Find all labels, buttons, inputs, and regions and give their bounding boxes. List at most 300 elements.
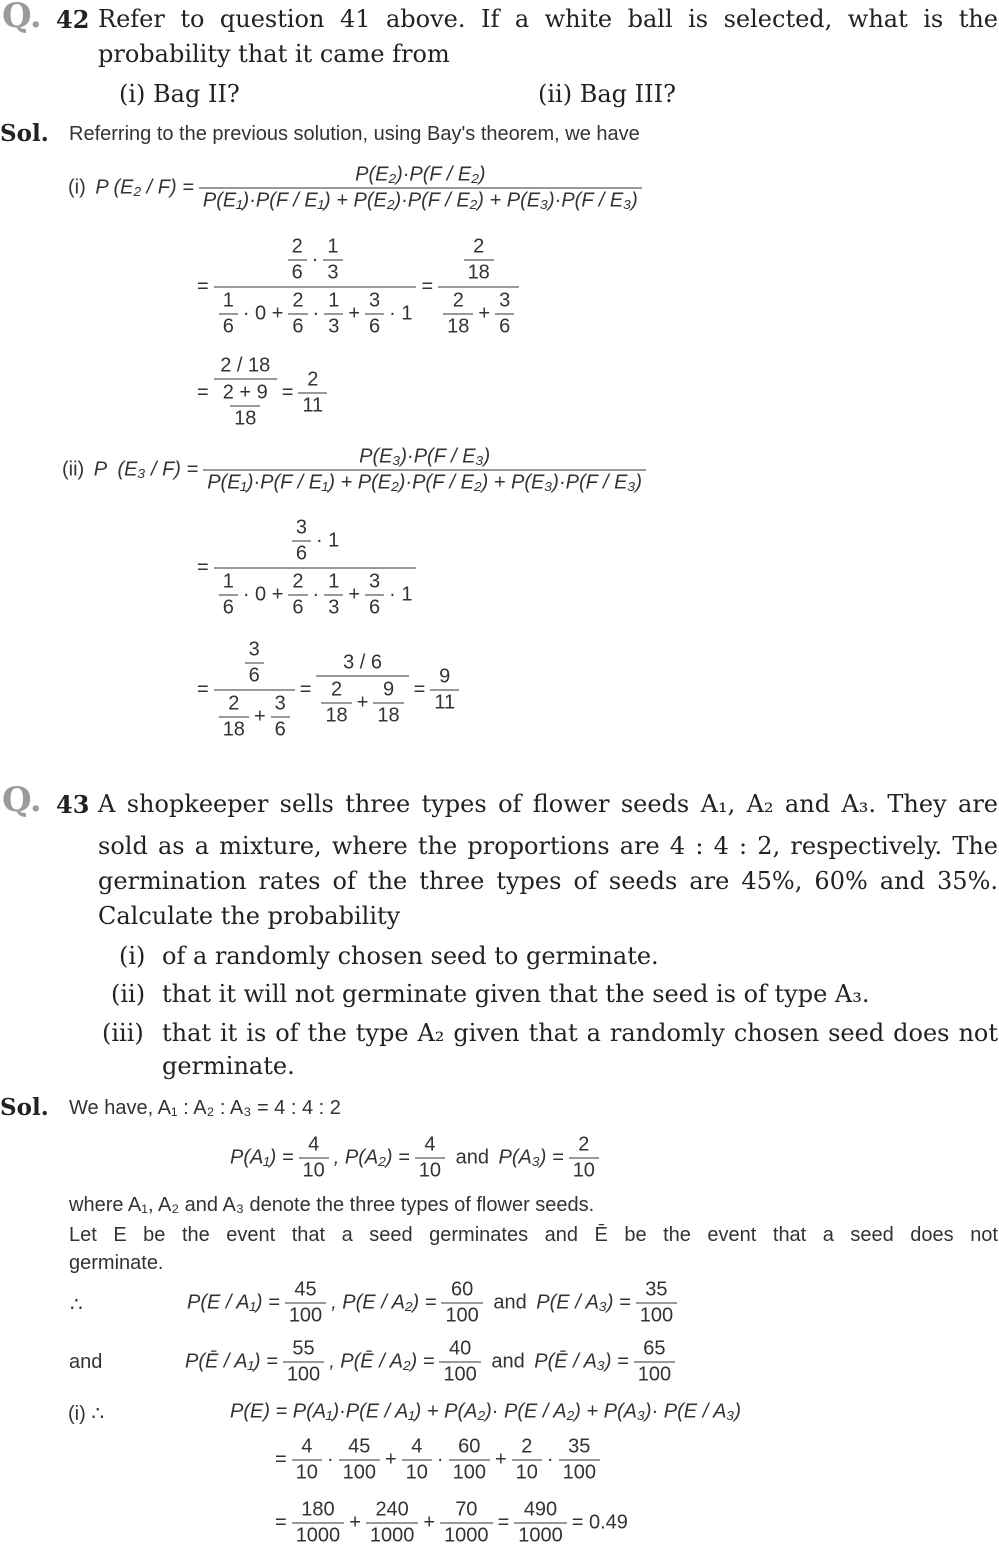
fraction bbox=[430, 665, 459, 716]
math-text: 4 bbox=[301, 1435, 313, 1458]
denominator bbox=[283, 1362, 324, 1388]
numerator bbox=[355, 445, 494, 470]
math-text: 3 bbox=[295, 516, 307, 539]
math-text: 1000 bbox=[295, 1524, 341, 1547]
math-text: P(E₂)·P(F / E₂) bbox=[355, 163, 486, 186]
denominator bbox=[324, 595, 343, 621]
math-text: = bbox=[413, 678, 426, 701]
denominator bbox=[415, 1158, 445, 1184]
denominator bbox=[440, 1523, 493, 1549]
fraction bbox=[443, 289, 473, 340]
formula bbox=[195, 637, 462, 744]
formula bbox=[228, 1401, 743, 1424]
denominator bbox=[443, 314, 473, 340]
math-text: 1000 bbox=[444, 1524, 489, 1547]
numerator bbox=[407, 1435, 426, 1460]
numerator bbox=[323, 235, 342, 260]
numerator bbox=[445, 1337, 475, 1362]
math-text: 2 bbox=[331, 678, 343, 701]
math-text: 100 bbox=[452, 1461, 486, 1484]
question-text-line: Calculate the probability bbox=[98, 902, 401, 930]
solution-text: We have, A₁ : A₂ : A₃ = 4 : 4 : 2 bbox=[69, 1097, 341, 1119]
fraction bbox=[415, 1133, 445, 1184]
denominator bbox=[324, 314, 343, 340]
math-text: 35 bbox=[645, 1278, 668, 1301]
math-text: 60 bbox=[458, 1435, 481, 1458]
math-text: 3 bbox=[499, 289, 511, 312]
math-text: 10 bbox=[418, 1159, 442, 1182]
math-text: 3 bbox=[328, 596, 340, 619]
denominator bbox=[203, 470, 646, 496]
math-text: P(A₃) = bbox=[498, 1146, 564, 1169]
math-text: + bbox=[423, 1511, 436, 1534]
math-text: 55 bbox=[292, 1337, 315, 1360]
math-text: 2 bbox=[307, 368, 319, 391]
numerator bbox=[639, 1337, 669, 1362]
numerator bbox=[435, 665, 454, 690]
fraction bbox=[214, 234, 417, 341]
fraction bbox=[449, 1435, 490, 1486]
numerator bbox=[303, 368, 322, 393]
numerator bbox=[219, 289, 238, 314]
question-text-line: probability that it came from bbox=[98, 40, 450, 68]
question-marker: Q. bbox=[2, 780, 42, 820]
denominator bbox=[339, 1460, 380, 1486]
math-text: · bbox=[436, 1448, 444, 1471]
math-text: 10 bbox=[572, 1159, 595, 1182]
fraction bbox=[292, 1435, 322, 1486]
fraction bbox=[464, 235, 494, 286]
fraction bbox=[402, 1435, 432, 1486]
math-text: 18 bbox=[447, 315, 470, 338]
question-text-line: Refer to question 41 above. If a white ball is selected, what is the bbox=[98, 5, 998, 33]
question-number: 42 bbox=[56, 5, 90, 34]
numerator bbox=[304, 1133, 323, 1158]
denominator bbox=[219, 717, 249, 743]
denominator bbox=[219, 314, 238, 340]
denominator bbox=[288, 314, 307, 340]
math-text: 45 bbox=[348, 1435, 371, 1458]
fraction bbox=[441, 1278, 482, 1329]
math-text: , P(E / A₂) = bbox=[331, 1291, 437, 1314]
numerator bbox=[240, 637, 269, 690]
denominator bbox=[512, 1460, 542, 1486]
math-text: 2 + 9 bbox=[222, 381, 268, 404]
math-text: 9 bbox=[439, 665, 451, 688]
math-text: P(E₁)·P(F / E₁) + P(E₂)·P(F / E₂) + P(E₃)·P(F / E₃) bbox=[202, 189, 638, 212]
math-text: 3 bbox=[327, 261, 339, 284]
fraction bbox=[299, 1133, 329, 1184]
numerator bbox=[271, 692, 290, 717]
numerator bbox=[520, 1498, 561, 1523]
formula bbox=[195, 354, 330, 433]
math-text: · bbox=[311, 248, 319, 271]
math-text: 100 bbox=[637, 1363, 672, 1386]
numerator bbox=[564, 1435, 594, 1460]
math-text: · bbox=[546, 1448, 554, 1471]
fraction bbox=[569, 1133, 599, 1184]
math-text: = bbox=[197, 275, 209, 298]
question-part-label: (ii) bbox=[111, 980, 146, 1008]
fraction bbox=[292, 1498, 345, 1549]
formula bbox=[228, 1133, 602, 1184]
math-text: 10 bbox=[302, 1159, 325, 1182]
math-text: 18 bbox=[467, 261, 490, 284]
math-text: + bbox=[494, 1448, 507, 1471]
denominator bbox=[514, 1523, 567, 1549]
math-text: , P(A₂) = bbox=[333, 1146, 410, 1169]
math-text: 1 bbox=[327, 235, 339, 258]
math-text: = bbox=[197, 381, 209, 404]
question-marker: Q. bbox=[2, 0, 42, 36]
math-text: = 0.49 bbox=[571, 1511, 628, 1534]
math-text: P (E₃ / F) = bbox=[93, 458, 199, 481]
math-text: · 1 bbox=[389, 583, 413, 606]
math-text: · 1 bbox=[315, 529, 340, 552]
fraction bbox=[245, 638, 264, 689]
fraction bbox=[365, 570, 384, 621]
math-text: 18 bbox=[377, 704, 400, 727]
numerator bbox=[288, 570, 307, 595]
formula bbox=[60, 445, 649, 496]
numerator bbox=[224, 692, 243, 717]
denominator bbox=[292, 1460, 322, 1486]
fraction bbox=[512, 1435, 542, 1486]
numerator bbox=[292, 516, 311, 541]
math-text: = bbox=[275, 1448, 287, 1471]
math-text: 180 bbox=[301, 1498, 335, 1521]
math-text: , P(Ē / A₂) = bbox=[329, 1350, 435, 1373]
fraction bbox=[316, 651, 408, 730]
fraction bbox=[283, 1337, 324, 1388]
math-text: P(E / A₁) = bbox=[187, 1291, 280, 1314]
math-text: 3 bbox=[274, 692, 286, 715]
math-text: and bbox=[485, 1350, 531, 1373]
fraction bbox=[214, 515, 417, 622]
math-text: 1000 bbox=[369, 1524, 415, 1547]
math-text: = bbox=[197, 678, 209, 701]
numerator bbox=[365, 570, 384, 595]
math-text: 6 bbox=[369, 596, 381, 619]
question-part-text: germinate. bbox=[162, 1052, 295, 1080]
math-text: = bbox=[497, 1511, 510, 1534]
numerator bbox=[365, 289, 384, 314]
fraction bbox=[438, 234, 519, 341]
question-number: 43 bbox=[56, 790, 90, 819]
numerator bbox=[574, 1133, 593, 1158]
math-text: + bbox=[349, 1511, 361, 1534]
question-text-line: A shopkeeper sells three types of flower seeds A₁, A₂ and A₃. They are bbox=[98, 790, 998, 818]
numerator bbox=[288, 235, 307, 260]
math-text: 6 bbox=[295, 542, 307, 565]
numerator bbox=[469, 235, 488, 260]
denominator bbox=[214, 379, 277, 433]
math-text: 100 bbox=[562, 1461, 596, 1484]
math-text: 240 bbox=[375, 1498, 409, 1521]
numerator bbox=[287, 515, 343, 568]
denominator bbox=[636, 1303, 677, 1329]
fraction bbox=[214, 637, 295, 744]
math-text: 2 bbox=[228, 692, 240, 715]
fraction bbox=[373, 678, 403, 729]
math-text: 2 bbox=[578, 1133, 590, 1156]
denominator bbox=[373, 703, 403, 729]
question-text-line: sold as a mixture, where the proportions are 4 : 4 : 2, respectively. The bbox=[98, 832, 998, 860]
math-text: 6 bbox=[291, 261, 303, 284]
solution-text: Let E be the event that a seed germinates and Ē be the event that a seed does not bbox=[69, 1224, 998, 1246]
denominator bbox=[366, 1523, 419, 1549]
math-text: 3 / 6 bbox=[343, 651, 382, 674]
math-text: = bbox=[299, 678, 312, 701]
math-text: 6 bbox=[248, 664, 260, 687]
solution-text: germinate. bbox=[69, 1252, 164, 1274]
math-text: 1 bbox=[222, 570, 234, 593]
math-text: P(A₁) = bbox=[230, 1146, 294, 1169]
math-text: 65 bbox=[643, 1337, 666, 1360]
math-text: = bbox=[281, 381, 294, 404]
math-text: 6 bbox=[222, 315, 234, 338]
math-text: 100 bbox=[286, 1363, 321, 1386]
math-text: P(E₁)·P(F / E₁) + P(E₂)·P(F / E₂) + P(E₃)·P(F / E₃) bbox=[207, 471, 643, 494]
math-text: 11 bbox=[434, 691, 456, 714]
math-text: 3 bbox=[248, 638, 260, 661]
fraction bbox=[495, 289, 514, 340]
math-text: + bbox=[348, 583, 360, 606]
math-text: 6 bbox=[292, 315, 304, 338]
denominator bbox=[559, 1460, 600, 1486]
solution-text: and bbox=[69, 1351, 103, 1373]
denominator bbox=[219, 595, 238, 621]
fraction bbox=[321, 678, 351, 729]
formula bbox=[66, 163, 645, 214]
denominator bbox=[569, 1158, 599, 1184]
question-part: (ii) Bag III? bbox=[538, 80, 676, 108]
math-text: 6 bbox=[369, 315, 381, 338]
formula bbox=[195, 234, 522, 341]
math-text: 490 bbox=[523, 1498, 558, 1521]
fraction bbox=[219, 570, 238, 621]
math-text: 10 bbox=[295, 1461, 318, 1484]
fraction bbox=[203, 445, 646, 496]
numerator bbox=[324, 289, 343, 314]
numerator bbox=[451, 1498, 481, 1523]
fraction bbox=[365, 289, 384, 340]
math-text: 2 / 18 bbox=[220, 354, 271, 377]
math-text: (ii) bbox=[62, 458, 90, 481]
fraction bbox=[634, 1337, 675, 1388]
numerator bbox=[379, 678, 398, 703]
fraction bbox=[199, 163, 642, 214]
fraction bbox=[292, 516, 311, 567]
fraction bbox=[339, 1435, 380, 1486]
math-text: 4 bbox=[411, 1435, 423, 1458]
formula bbox=[195, 515, 419, 622]
math-text: 60 bbox=[451, 1278, 474, 1301]
math-text: 10 bbox=[405, 1461, 428, 1484]
numerator bbox=[297, 1498, 338, 1523]
fraction bbox=[514, 1498, 567, 1549]
numerator bbox=[641, 1278, 671, 1303]
math-text: = bbox=[421, 275, 434, 298]
fraction bbox=[285, 1278, 326, 1329]
math-text: (i) bbox=[68, 176, 92, 199]
numerator bbox=[216, 354, 274, 379]
math-text: 4 bbox=[424, 1133, 436, 1156]
fraction bbox=[219, 381, 272, 432]
denominator bbox=[288, 595, 307, 621]
denominator bbox=[292, 1523, 345, 1549]
numerator bbox=[371, 1498, 412, 1523]
fraction bbox=[324, 289, 343, 340]
fraction bbox=[288, 570, 307, 621]
formula bbox=[273, 1435, 603, 1486]
numerator bbox=[459, 234, 499, 287]
math-text: and bbox=[487, 1291, 533, 1314]
numerator bbox=[339, 651, 386, 676]
math-text: 3 bbox=[369, 289, 381, 312]
denominator bbox=[430, 690, 459, 716]
math-text: 2 bbox=[292, 570, 304, 593]
solution-text: Referring to the previous solution, using Bay's theorem, we have bbox=[69, 123, 640, 145]
math-text: · bbox=[326, 1448, 334, 1471]
math-text: · 0 + bbox=[242, 302, 284, 325]
numerator bbox=[324, 570, 343, 595]
math-text: 1 bbox=[328, 570, 340, 593]
math-text: 1 bbox=[328, 289, 340, 312]
fraction bbox=[271, 692, 290, 743]
numerator bbox=[420, 1133, 439, 1158]
math-text: 18 bbox=[222, 718, 245, 741]
denominator bbox=[438, 287, 519, 341]
math-text: P(E) = P(A₁)·P(E / A₁) + P(A₂)· P(E / A₂) + P(A₃)· P(E / A₃) bbox=[230, 1400, 742, 1423]
question-part-label: (iii) bbox=[102, 1019, 144, 1047]
fraction bbox=[439, 1337, 480, 1388]
math-text: + bbox=[384, 1448, 397, 1471]
fraction bbox=[298, 368, 327, 419]
math-text: 4 bbox=[308, 1133, 320, 1156]
math-text: · bbox=[312, 302, 320, 325]
fraction bbox=[440, 1498, 493, 1549]
math-text: 2 bbox=[291, 235, 303, 258]
math-text: 6 bbox=[274, 718, 286, 741]
math-text: = bbox=[275, 1511, 287, 1534]
math-text: 1 bbox=[222, 289, 234, 312]
denominator bbox=[495, 314, 514, 340]
fraction bbox=[323, 235, 342, 286]
denominator bbox=[299, 1158, 329, 1184]
solution-label: Sol. bbox=[0, 1094, 49, 1121]
solution-label: Sol. bbox=[0, 120, 49, 147]
question-text-line: germination rates of the three types of seeds are 45%, 60% and 35%. bbox=[98, 867, 998, 895]
solution-text: where A₁, A₂ and A₃ denote the three types of flower seeds. bbox=[69, 1194, 595, 1216]
denominator bbox=[245, 663, 264, 689]
numerator bbox=[290, 1278, 320, 1303]
math-text: 70 bbox=[455, 1498, 478, 1521]
math-text: P(E / A₃) = bbox=[536, 1291, 631, 1314]
fraction bbox=[219, 692, 249, 743]
math-text: 100 bbox=[639, 1304, 674, 1327]
question-part-text: that it is of the type A₂ given that a randomly chosen seed does not bbox=[162, 1019, 998, 1047]
question-part-label: (i) bbox=[119, 942, 146, 970]
denominator bbox=[285, 1303, 326, 1329]
math-text: 100 bbox=[445, 1304, 479, 1327]
fraction bbox=[219, 289, 238, 340]
math-text: and bbox=[450, 1146, 495, 1169]
math-text: 6 bbox=[499, 315, 511, 338]
math-text: 9 bbox=[382, 678, 395, 701]
question-part: (i) Bag II? bbox=[119, 80, 240, 108]
math-text: 11 bbox=[302, 394, 324, 417]
numerator bbox=[449, 289, 468, 314]
math-text: = bbox=[197, 556, 209, 579]
part-label: (i) ∴ bbox=[68, 1403, 105, 1425]
math-text: · 0 + bbox=[242, 583, 284, 606]
math-text: 45 bbox=[294, 1278, 317, 1301]
numerator bbox=[327, 678, 346, 703]
math-text: 6 bbox=[292, 596, 304, 619]
math-text: · bbox=[312, 583, 320, 606]
fraction bbox=[214, 354, 277, 433]
math-text: P(Ē / A₃) = bbox=[534, 1350, 629, 1373]
math-text: 6 bbox=[222, 596, 234, 619]
denominator bbox=[298, 393, 327, 419]
math-text: P(Ē / A₁) = bbox=[185, 1350, 278, 1373]
question-part-text: that it will not germinate given that the seed is of type A₃. bbox=[162, 980, 870, 1008]
therefore-symbol: ∴ bbox=[70, 1294, 83, 1316]
math-text: 100 bbox=[288, 1304, 323, 1327]
numerator bbox=[288, 1337, 318, 1362]
denominator bbox=[441, 1303, 482, 1329]
math-text: · 1 bbox=[389, 302, 413, 325]
denominator bbox=[214, 287, 417, 341]
math-text: 18 bbox=[234, 407, 257, 430]
denominator bbox=[634, 1362, 675, 1388]
math-text: 2 bbox=[292, 289, 304, 312]
denominator bbox=[449, 1460, 490, 1486]
math-text: 3 bbox=[369, 570, 381, 593]
numerator bbox=[495, 289, 514, 314]
numerator bbox=[245, 638, 264, 663]
fraction bbox=[636, 1278, 677, 1329]
denominator bbox=[316, 676, 408, 730]
denominator bbox=[323, 260, 342, 286]
numerator bbox=[219, 570, 238, 595]
formula bbox=[185, 1278, 680, 1329]
formula bbox=[183, 1337, 678, 1388]
denominator bbox=[271, 717, 290, 743]
math-text: 1000 bbox=[518, 1524, 563, 1547]
math-text: 10 bbox=[515, 1461, 538, 1484]
numerator bbox=[454, 1435, 484, 1460]
question-part-text: of a randomly chosen seed to germinate. bbox=[162, 942, 659, 970]
math-text: 18 bbox=[325, 704, 348, 727]
math-text: + bbox=[253, 705, 266, 728]
math-text: 2 bbox=[452, 289, 464, 312]
math-text: P(E₃)·P(F / E₃) bbox=[359, 445, 491, 468]
math-text: 100 bbox=[342, 1461, 376, 1484]
denominator bbox=[365, 314, 384, 340]
math-text: 40 bbox=[449, 1337, 472, 1360]
fraction bbox=[559, 1435, 600, 1486]
math-text: P (E₂ / F) = bbox=[95, 176, 194, 199]
numerator bbox=[283, 234, 348, 287]
denominator bbox=[439, 1362, 480, 1388]
numerator bbox=[351, 163, 489, 188]
math-text: 3 bbox=[328, 315, 340, 338]
math-text: 100 bbox=[443, 1363, 477, 1386]
denominator bbox=[214, 690, 295, 744]
numerator bbox=[447, 1278, 477, 1303]
